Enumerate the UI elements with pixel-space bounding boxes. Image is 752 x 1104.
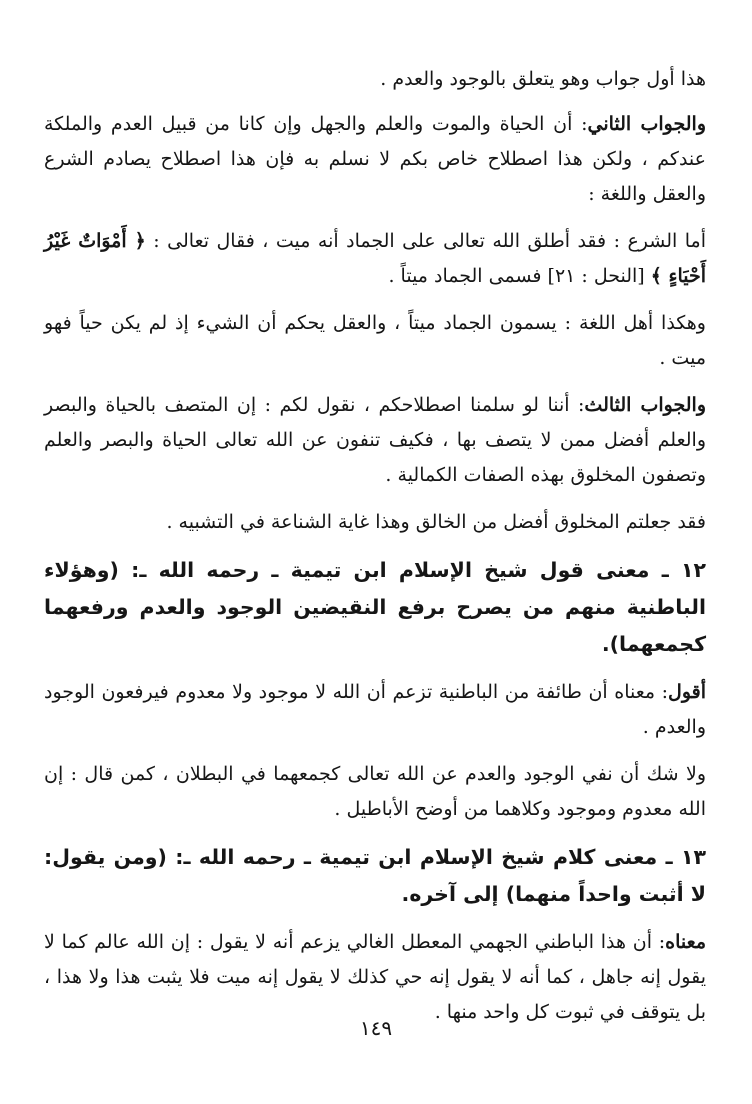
paragraph-5-lead: والجواب الثالث: [584, 394, 706, 416]
paragraph-8-text: ولا شك أن نفي الوجود والعدم عن الله تعالى كجمعهما في البطلان ، كمن قال : إن الله معدوم وموجود وكلاهما من أوضح الأباطيل .: [44, 763, 706, 820]
paragraph-1-text: هذا أول جواب وهو يتعلق بالوجود والعدم .: [380, 68, 706, 90]
page-body: [44, 62, 706, 1042]
paragraph-6-text: فقد جعلتم المخلوق أفضل من الخالق وهذا غاية الشناعة في التشبيه .: [166, 511, 706, 533]
paragraph-7: [44, 675, 706, 745]
paragraph-7-text: : معناه أن طائفة من الباطنية تزعم أن الله لا موجود ولا معدوم فيرفعون الوجود والعدم .: [44, 681, 706, 738]
paragraph-6: [44, 505, 706, 540]
paragraph-9-text: : أن هذا الباطني الجهمي المعطل الغالي يزعم أنه لا يقول : إن الله عالم كما لا يقول إنه جاهل ، كما أنه لا يقول إنه حي كذلك لا يقول إنه ميت فلا يثبت هذا ولا هذا ، بل يتوقف في ثبوت كل واحد منها .: [44, 931, 706, 1023]
paragraph-5-text: : أننا لو سلمنا اصطلاحكم ، نقول لكم : إن المتصف بالحياة والبصر والعلم أفضل ممن لا يتصف بها ، فكيف تنفون عن الله تعالى الحياة والبصر والعلم وتصفون المخلوق بهذه الصفات الكمالية .: [44, 394, 706, 486]
paragraph-9-lead: معناه: [665, 931, 706, 953]
paragraph-3: [44, 224, 706, 294]
quran-verse: ﴿ أَمْوَاتٌ غَيْرُ أَحْيَاءٍ ﴾: [44, 230, 706, 287]
section-heading-12: [44, 552, 706, 663]
paragraph-2-text: : أن الحياة والموت والعلم والجهل وإن كانا من قبيل العدم والملكة عندكم ، ولكن هذا اصطلاح خاص بكم لا نسلم به فإن هذا اصطلاح يصادم الشرع والعقل واللغة :: [44, 113, 707, 205]
paragraph-3-text: أما الشرع : فقد أطلق الله تعالى على الجماد أنه ميت ، فقال تعالى :: [153, 230, 707, 252]
paragraph-2: [44, 107, 706, 212]
paragraph-4-text: وهكذا أهل اللغة : يسمون الجماد ميتاً ، والعقل يحكم أن الشيء إذ لم يكن حياً فهو ميت .: [44, 312, 706, 369]
paragraph-3-reference: [النحل : ٢١] فسمى الجماد ميتاً .: [388, 265, 645, 287]
page-number: ١٤٩: [359, 1016, 393, 1040]
paragraph-1: [44, 62, 706, 97]
section-heading-13: [44, 839, 706, 913]
paragraph-2-lead: والجواب الثاني: [587, 113, 706, 135]
paragraph-7-lead: أقول: [668, 681, 706, 703]
section-heading-13-text: ١٣ ـ معنى كلام شيخ الإسلام ابن تيمية ـ رحمه الله ـ: (ومن يقول: لا أثبت واحداً منهما) إلى آخره.: [44, 845, 706, 906]
paragraph-9: [44, 925, 706, 1030]
paragraph-5: [44, 388, 706, 493]
paragraph-8: [44, 757, 706, 827]
paragraph-4: [44, 306, 706, 376]
section-heading-12-text: ١٢ ـ معنى قول شيخ الإسلام ابن تيمية ـ رحمه الله ـ: (وهؤلاء الباطنية منهم من يصرح برفع النقيضين الوجود والعدم ورفعهما كجمعهما).: [44, 558, 706, 656]
